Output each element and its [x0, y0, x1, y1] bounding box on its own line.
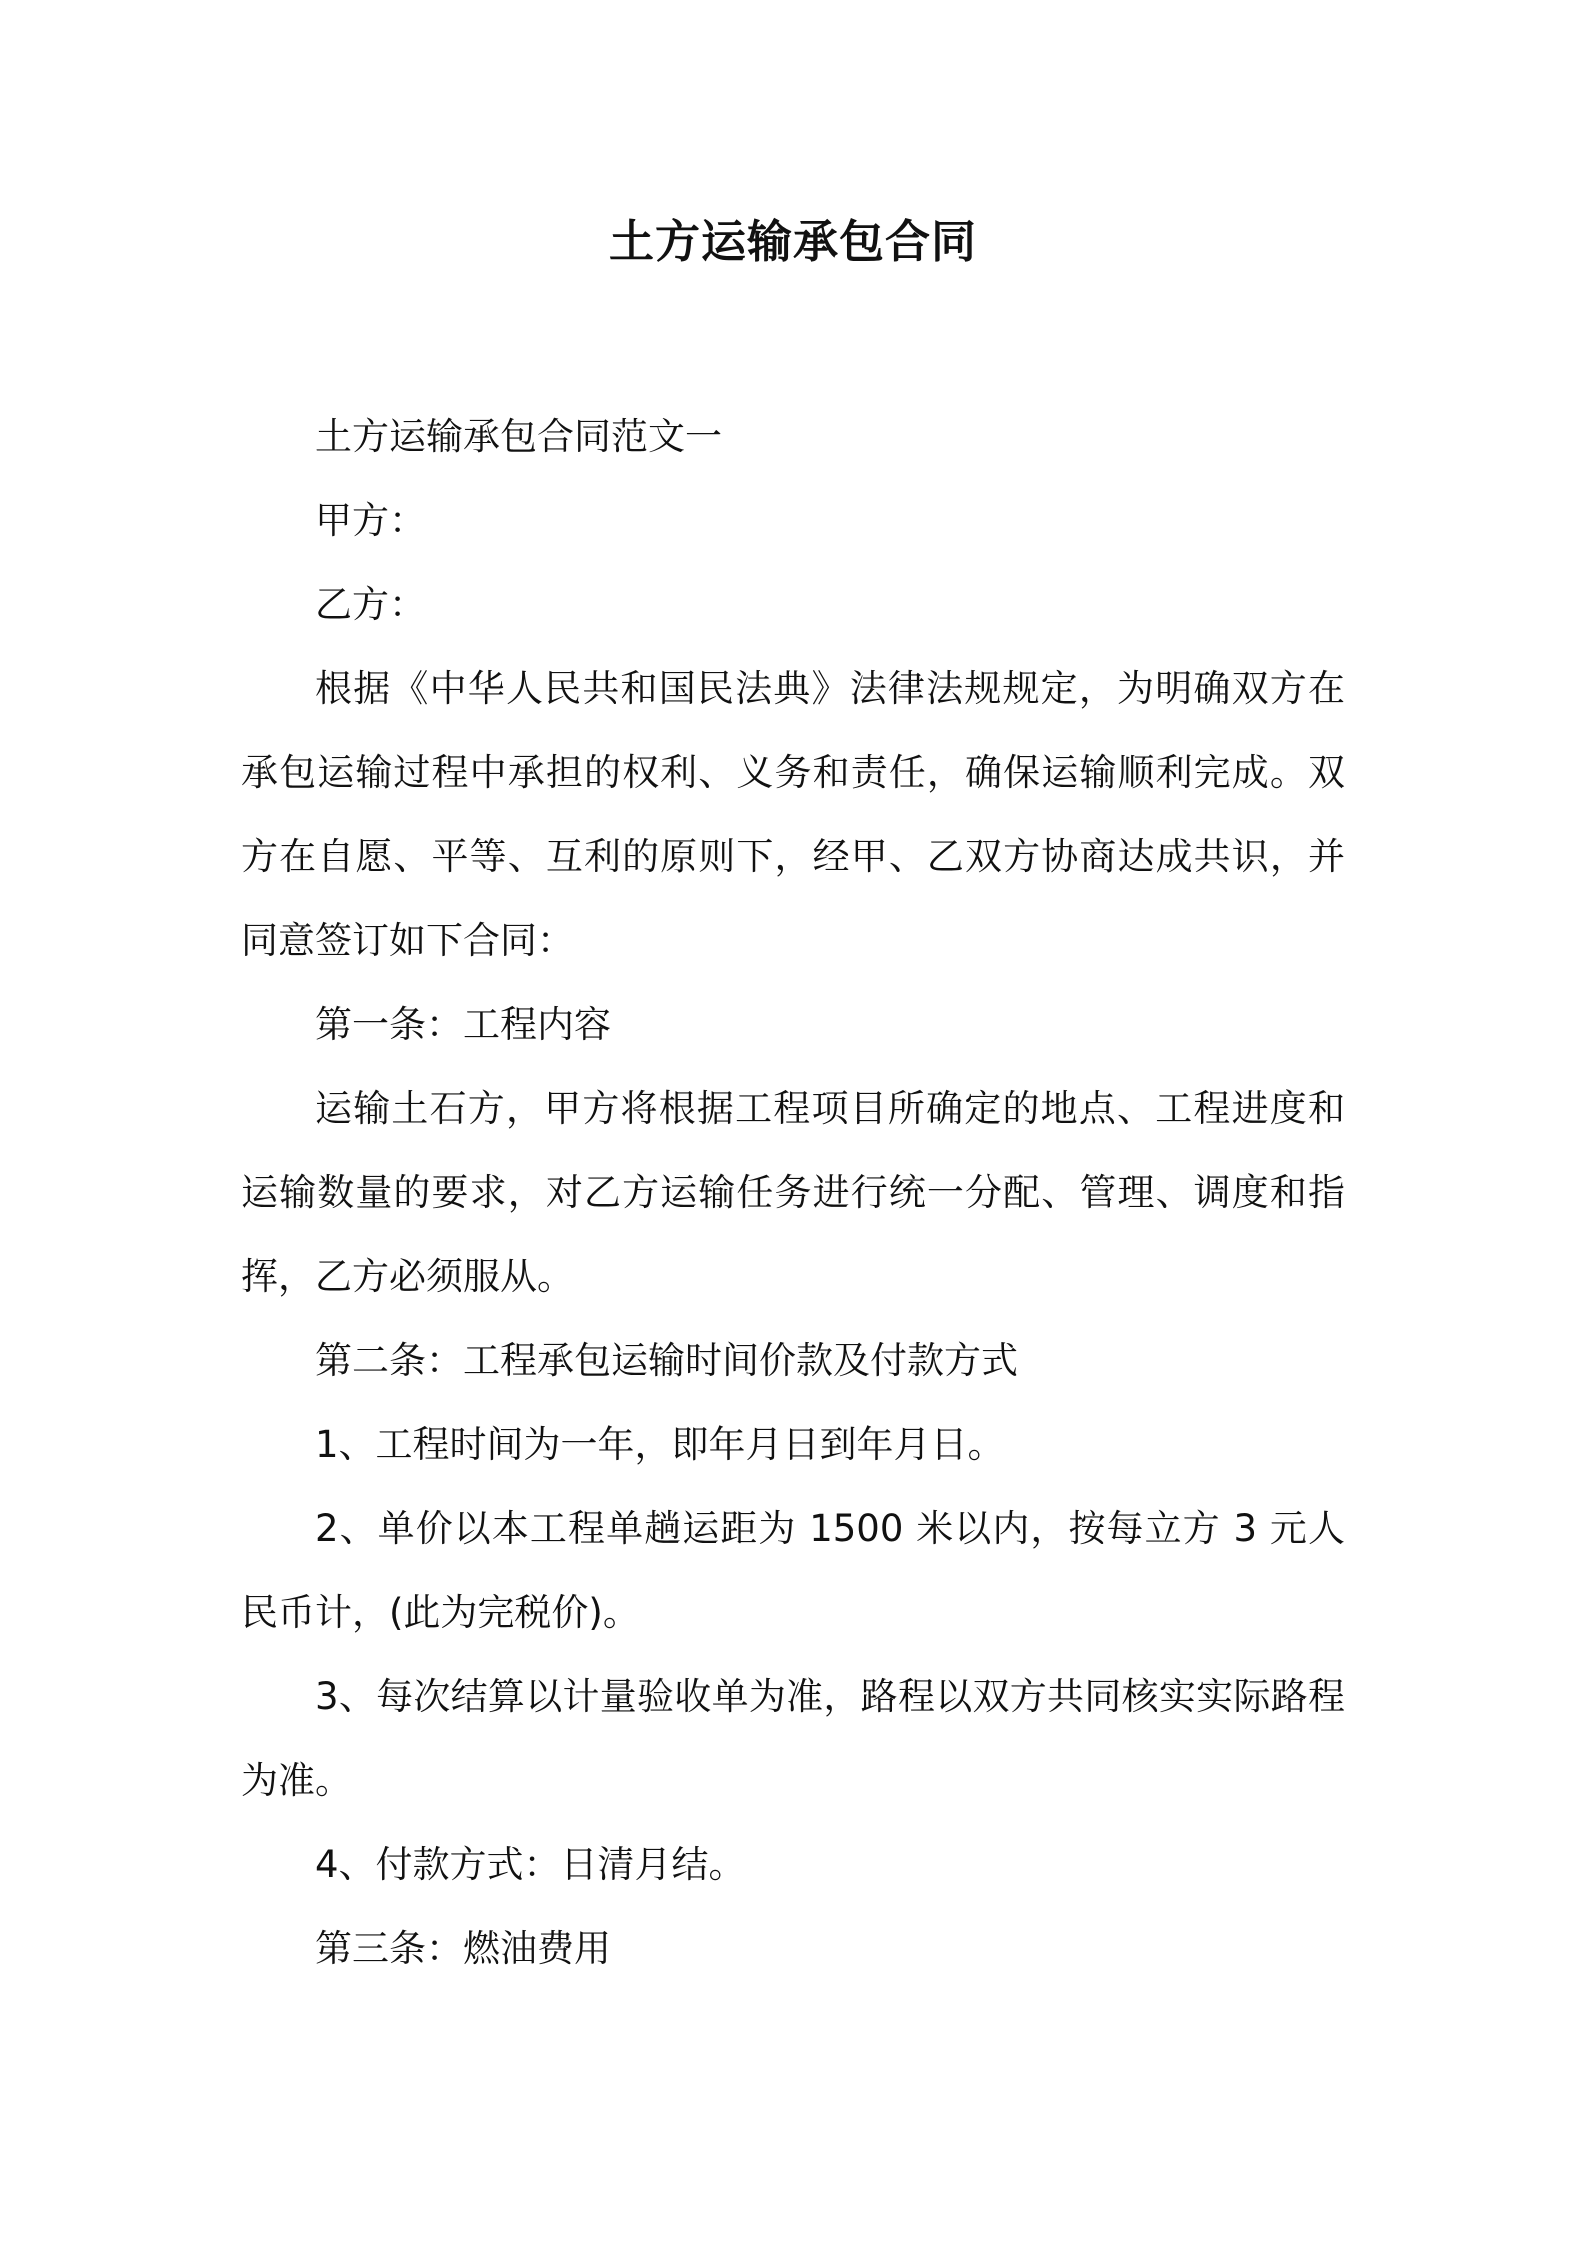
paragraph-subtitle: 土方运输承包合同范文一	[315, 415, 722, 458]
article-2-item-4: 4、付款方式：日清月结。	[315, 1843, 746, 1886]
paragraph-party-a: 甲方：	[315, 499, 426, 542]
article-2-item-3: 3、每次结算以计量验收单为准，路程以双方共同核实实际路程为准。	[241, 1675, 1345, 1802]
article-3-heading: 第三条：燃油费用	[315, 1927, 611, 1970]
paragraph-preamble: 根据《中华人民共和国民法典》法律法规规定，为明确双方在承包运输过程中承担的权利、义务和责任，确保运输顺利完成。双方在自愿、平等、互利的原则下，经甲、乙双方协商达成共识，并同意签订如下合同：	[241, 667, 1345, 962]
paragraph-party-b: 乙方：	[315, 583, 426, 626]
article-1-body: 运输土石方，甲方将根据工程项目所确定的地点、工程进度和运输数量的要求，对乙方运输任务进行统一分配、管理、调度和指挥，乙方必须服从。	[241, 1087, 1345, 1298]
article-2-item-1: 1、工程时间为一年，即年月日到年月日。	[315, 1423, 1005, 1466]
document-title: 土方运输承包合同	[608, 215, 977, 268]
article-2-item-2: 2、单价以本工程单趟运距为 1500 米以内，按每立方 3 元人民币计，(此为完税价)。	[241, 1507, 1345, 1634]
document-body	[241, 395, 1345, 1991]
article-1-heading: 第一条：工程内容	[315, 1003, 611, 1046]
article-2-heading: 第二条：工程承包运输时间价款及付款方式	[315, 1339, 1018, 1382]
